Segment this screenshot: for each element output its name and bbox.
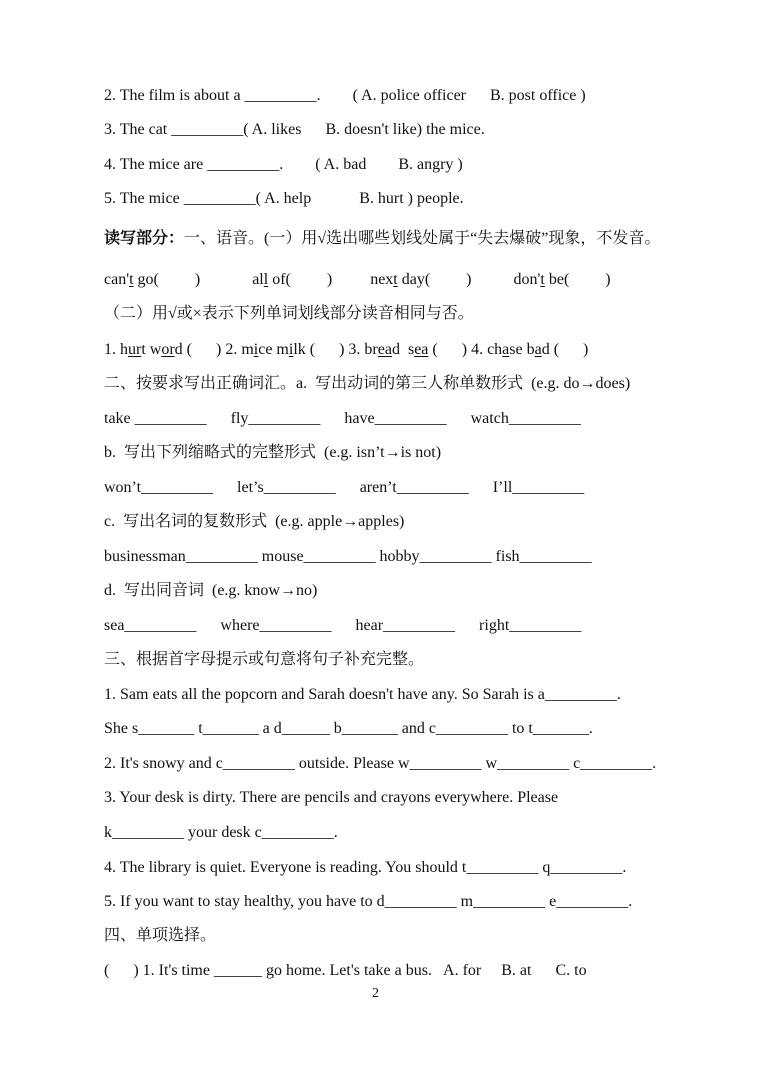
section-2d-intro: d. 写出同音词 (e.g. know→no) [104, 582, 318, 599]
page-number: 2 [372, 986, 379, 1001]
section-2b-intro: b. 写出下列缩略式的完整形式 (e.g. isn’t→is not) [104, 444, 442, 461]
section-4-q1: ( ) 1. It's time ______ go home. Let's take a bus. A. for B. at C. to [104, 962, 587, 979]
section-3-q4: 4. The library is quiet. Everyone is reading. You should t_________ q_________. [104, 859, 627, 876]
section-2c-intro: c. 写出名词的复数形式 (e.g. apple→apples) [104, 513, 405, 530]
section-4-intro: 四、单项选择。 [104, 927, 217, 944]
question-3: 3. The cat _________( A. likes B. doesn't like) the mice. [104, 121, 485, 138]
question-4: 4. The mice are _________. ( A. bad B. angry ) [104, 156, 463, 173]
section-2b-blanks: won’t_________ let’s_________ aren’t_________ I’ll_________ [104, 479, 585, 496]
section-3-intro: 三、根据首字母提示或句意将句子补充完整。 [104, 651, 425, 668]
section-3-q3b: k_________ your desk c_________. [104, 824, 338, 841]
same-sound-row: 1. hurt word ( ) 2. mice milk ( ) 3. bread sea ( ) 4. chase bad ( ) [104, 341, 589, 358]
section-3-q2: 2. It's snowy and c_________ outside. Please w_________ w_________ c_________. [104, 755, 657, 772]
question-2: 2. The film is about a _________. ( A. police officer B. post office ) [104, 87, 586, 104]
section-3-q3a: 3. Your desk is dirty. There are pencils and crayons everywhere. Please [104, 789, 559, 806]
question-5: 5. The mice _________( A. help B. hurt ) people. [104, 190, 464, 207]
section-2d-blanks: sea_________ where_________ hear_________ right_________ [104, 617, 582, 634]
section-3-q1a: 1. Sam eats all the popcorn and Sarah doesn't have any. So Sarah is a_________. [104, 686, 621, 703]
loss-of-plosion-row [104, 270, 611, 290]
section-heading: 读写部分： [104, 230, 185, 247]
section-2a-blanks: take _________ fly_________ have_________ watch_________ [104, 410, 581, 427]
same-sound-intro: （二）用√或×表示下列单词划线部分读音相同与否。 [104, 305, 474, 322]
phrase-dont-be: don't be( ) [513, 271, 611, 288]
phonics-intro: 一、语音。(一）用√选出哪些划线处属于“失去爆破”现象，不发音。 [184, 230, 661, 247]
phrase-cant-go: can't go( ) [104, 271, 201, 288]
phrase-all-of: all of( ) [252, 271, 333, 288]
reading-writing-header [104, 229, 660, 249]
phrase-next-day: next day( ) [370, 271, 472, 288]
section-3-q1b: She s_______ t_______ a d______ b_______ and c_________ to t_______. [104, 720, 593, 737]
section-2-intro: 二、按要求写出正确词汇。a. 写出动词的第三人称单数形式 (e.g. do→does) [104, 375, 631, 392]
section-2c-blanks: businessman_________ mouse_________ hobby_________ fish_________ [104, 548, 592, 565]
section-3-q5: 5. If you want to stay healthy, you have to d_________ m_________ e_________. [104, 893, 633, 910]
